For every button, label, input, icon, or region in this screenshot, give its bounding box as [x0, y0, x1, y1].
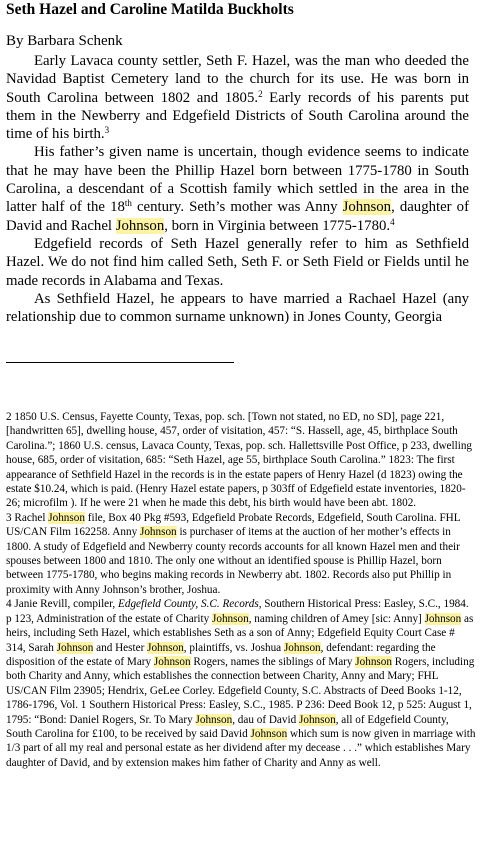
book-title: Edgefield County, S.C. Records	[118, 598, 259, 611]
paragraph-1	[6, 52, 469, 143]
highlighted-term: Johnson	[153, 655, 191, 668]
text: , all of Edgefield County, South Carolina for £100, to be received by said David	[6, 713, 449, 740]
text: century. Seth’s mother was Anny	[131, 199, 343, 216]
paragraph-3: Edgefield records of Seth Hazel generally refer to him as Sethfield Hazel. We do not find him called Seth, Seth F. or Seth Field or Fields until he made records in Alabama and Texas.	[6, 235, 469, 289]
footnote-divider	[6, 362, 234, 363]
highlighted-term: Johnson	[424, 612, 462, 625]
highlighted-term: Johnson	[48, 511, 85, 524]
text: is purchaser of items at the auction of her mother’s effects in 1800. A study of Edgefield and Newberry county records accounts for all known Hazel men and their spouses between 1800 and 1810. The only one without an identified spouse is Phillip Hazel, born between 1775-1780, who begins making records in Newberry abt. 1802. Records also put Phillip in proximity with Anny Johnson’s brother, Joshua.	[6, 526, 460, 596]
highlighted-term: Johnson	[355, 655, 392, 668]
text: and Hester	[93, 641, 148, 654]
footnotes	[6, 410, 476, 770]
text: , Southern Historical Press: Easley, S.C., 1984. p 123, Administration of the estate of Charity	[6, 598, 469, 625]
highlighted-term: Johnson	[195, 713, 233, 726]
article-author: By Barbara Schenk	[6, 33, 123, 49]
paragraph-2	[6, 143, 469, 234]
highlighted-term: Johnson	[283, 641, 321, 654]
text: , defendant: regarding the disposition of the estate of Mary	[6, 641, 436, 668]
highlighted-term: Johnson	[212, 612, 249, 625]
highlighted-term: Johnson	[299, 713, 336, 726]
footnote-2: 2 1850 U.S. Census, Fayette County, Texas, pop. sch. [Town not stated, no ED, no SD], page 221, [handwritten 65], dwelling house, 457, order of visitation, 457: “S. Hassell, age, 45, birthplace South Carolina.”; 1860 U.S. census, Lavaca County, Texas, pop. sch. Hallettsville Post Office, p 233, dwelling house, 685, order of visitation, 685: “Seth Hazel, age 55, birthplace South Carolina.” 1823: The first appearance of Sethfield Hazel in the records is in the estate papers of Henry Hazel (d 1823) owing the estate $10.24, which is paid. (Henry Hazel estate papers, p 303ff of Edgefield estate inventories, 1820-26; microfilm ). If he were 21 when he made this debt, his birth would have been abt. 1802.	[6, 411, 473, 510]
text: Rogers, including both Charity and Anny, which establishes the connection between Charity, Anny and Mary; FHL US/CAN Film 23905; Hendrix, GeLee Corley. Edgefield County, S.C. Abstracts of Deed Books 1-12, 1786-1796, Vol. 1 Southern Historical Press: Easley, S.C., 1985. P 236: Deed Book 12, p 525: August 1, 1795: “Bond: Daniel Rogers, Sr. To Mary	[6, 655, 475, 726]
text: His father’s given name is uncertain, though evidence seems to indicate that he may have been the Phillip Hazel born between 1775-1780 in South Carolina, a descendant of a Scottish family which settled in the area in the latter half of the 18	[6, 144, 469, 216]
text: Early Lavaca county settler, Seth F. Hazel, was the man who deeded the Navidad Baptist Cemetery land to the church for its use. He was born in South Carolina between 1802 and 1805.	[6, 53, 469, 106]
highlighted-term: Johnson	[139, 526, 177, 539]
article-body	[6, 52, 469, 326]
footnote-ref-2: 2	[258, 88, 263, 99]
text: , daughter of David and Rachel	[6, 199, 470, 234]
article-title: Seth Hazel and Caroline Matilda Buckholts	[6, 1, 294, 18]
highlighted-term: Johnson	[250, 727, 288, 740]
highlighted-term: Johnson	[147, 641, 184, 654]
footnote-3	[6, 511, 476, 597]
paragraph-4: As Sethfield Hazel, he appears to have married a Rachael Hazel (any relationship due to common surname unknown) in Jones County, Georgia	[6, 290, 469, 326]
text: Early records of his parents put them in the Newberry and Edgefield Districts of South Carolina around the time of his birth.	[6, 89, 470, 143]
text: which sum is now given in marriage with 1/3 part of all my real and personal estate as her dividend after my decease . . .” which establishes Mary daughter of David, and by extension makes him father of Charity and Anny as well.	[6, 727, 476, 769]
superscript: th	[124, 198, 132, 209]
text: , plaintiffs, vs. Joshua	[183, 641, 284, 654]
text: , naming children of Amey [sic: Anny]	[248, 612, 425, 625]
text: as heirs, including Seth Hazel, which establishes Seth as a son of Anny; Edgefield Equity Court Case # 314, Sarah	[6, 612, 474, 654]
text: 4 Janie Revill, compiler,	[6, 598, 119, 611]
footnote-ref-3: 3	[104, 125, 110, 136]
highlighted-term: Johnson	[115, 217, 165, 234]
footnote-4	[6, 597, 476, 770]
text: Rogers, names the siblings of Mary	[190, 655, 356, 668]
highlighted-term: Johnson	[56, 641, 94, 654]
text: , dau of David	[232, 713, 299, 726]
text: 3 Rachel	[6, 511, 49, 524]
text: file, Box 40 Pkg #593, Edgefield Probate Records, Edgefield, South Carolina. FHL US/CAN Film 162258. Anny	[6, 511, 461, 539]
footnote-ref-4: 4	[390, 216, 395, 227]
highlighted-term: Johnson	[342, 199, 392, 216]
text: , born in Virginia between 1775-1780.	[164, 217, 391, 234]
